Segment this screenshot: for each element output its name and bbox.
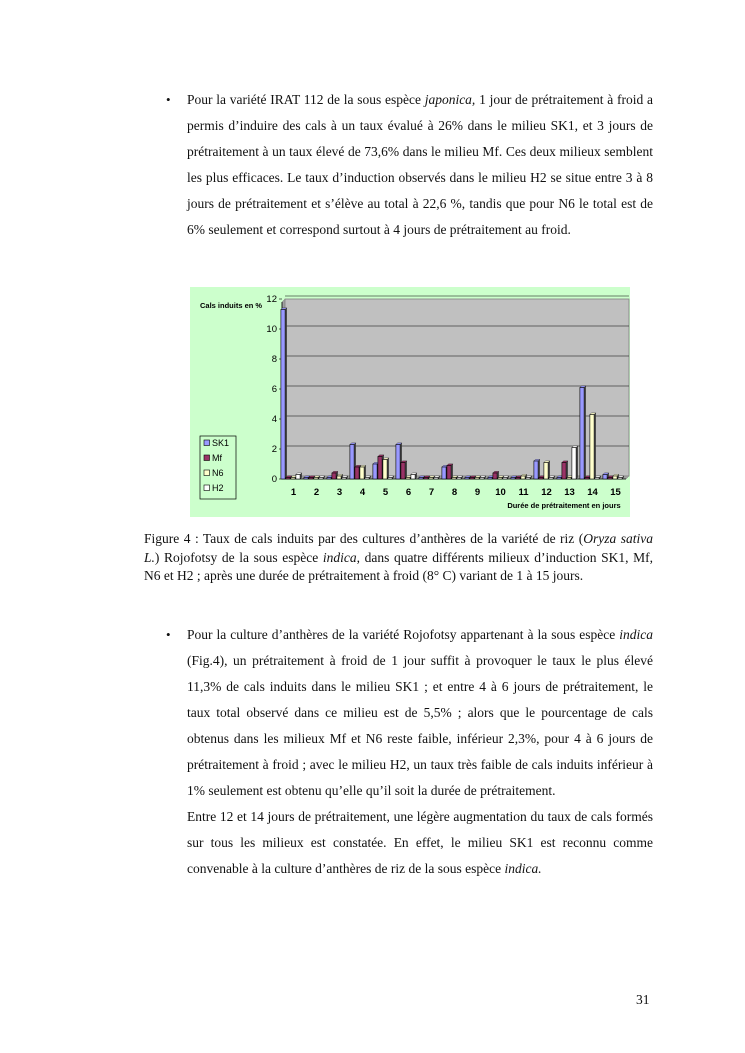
legend-label-mf: Mf (212, 453, 222, 463)
bar-n6-day-11 (521, 476, 525, 479)
bar-h2-day-10 (503, 478, 507, 480)
legend-label-h2: H2 (212, 483, 224, 493)
legend (200, 436, 236, 499)
bar-n6-day-5 (383, 460, 387, 480)
legend-label-n6: N6 (212, 468, 224, 478)
bar-mf-day-10 (493, 473, 497, 479)
bar-sk1-day-10 (488, 478, 492, 480)
y-tick-label: 12 (266, 294, 277, 305)
bar-sk1-day-6 (396, 445, 400, 480)
x-tick-label: 5 (382, 487, 389, 498)
legend-swatch-n6 (204, 470, 210, 476)
bar-h2-day-11 (526, 478, 530, 480)
bar-h2-day-9 (480, 478, 484, 480)
x-axis-label: Durée de prétraitement en jours (507, 501, 621, 510)
bar-mf-day-12 (539, 478, 543, 480)
bar-n6-day-6 (406, 478, 410, 480)
bar-sk1-day-14 (580, 388, 584, 480)
x-tick-label: 2 (313, 487, 320, 498)
bar-h2-day-3 (342, 478, 346, 480)
italic-term: indica (619, 627, 653, 642)
paragraph-japonica (187, 87, 653, 243)
bar-h2-day-12 (549, 478, 553, 480)
bar-sk1-day-8 (442, 467, 446, 479)
x-tick-label: 4 (359, 487, 366, 498)
bar-h2-day-14 (595, 478, 599, 480)
bar-h2-day-13 (572, 448, 576, 480)
bar-mf-day-1 (286, 478, 290, 480)
bar-n6-day-14 (590, 415, 594, 480)
text-run: Pour la culture d’anthères de la variété Rojofotsy appartenant à la sous espèce (187, 627, 620, 642)
bar-n6-day-9 (475, 478, 479, 480)
bar-sk1-day-1 (281, 310, 285, 480)
bar-n6-day-13 (567, 478, 571, 480)
italic-term: indica (322, 549, 357, 565)
bar-sk1-day-12 (534, 461, 538, 479)
bar-n6-day-15 (613, 476, 617, 479)
bar-mf-day-7 (424, 478, 428, 480)
bar-n6-day-3 (337, 476, 341, 479)
paragraph-indica (187, 622, 653, 882)
x-tick-label: 11 (518, 487, 529, 498)
bar-mf-day-11 (516, 478, 520, 480)
bar-mf-day-5 (378, 457, 382, 480)
caption-text: , dans quatre différents milieux d’induction SK1, Mf, N6 et H2 ; après une durée de prétraitement à froid (8° C) variant de 1 à 15 jours. (144, 549, 653, 583)
x-tick-label: 13 (564, 487, 575, 498)
legend-swatch-mf (204, 455, 210, 461)
text-run: Entre 12 et 14 jours de prétraitement, une légère augmentation du taux de cals formés sur tous les milieux est constatée. En effet, le milieu SK1 est reconnu comme convenable à la culture d’anthères de riz de la sous espèce (187, 809, 653, 876)
italic-term: indica. (504, 861, 542, 876)
bar-h2-day-1 (296, 475, 300, 480)
bar-sk1-day-7 (419, 478, 423, 480)
bar-mf-day-9 (470, 478, 474, 480)
x-tick-label: 12 (541, 487, 552, 498)
legend-swatch-sk1 (204, 440, 210, 446)
bar-h2-day-8 (457, 478, 461, 480)
bar-chart (190, 287, 630, 517)
legend-label-sk1: SK1 (212, 438, 230, 448)
caption-text: Figure 4 : Taux de cals induits par des cultures d’anthères de la variété de riz ( (144, 531, 584, 546)
bullet-marker: • (166, 92, 171, 107)
bar-h2-day-7 (434, 478, 438, 480)
x-tick-label: 6 (405, 487, 412, 498)
paragraph (187, 804, 653, 882)
bar-mf-day-2 (309, 478, 313, 480)
bar-sk1-day-2 (304, 478, 308, 480)
bar-n6-day-2 (314, 478, 318, 480)
bar-mf-day-8 (447, 466, 451, 480)
x-tick-label: 15 (610, 487, 621, 498)
bar-sk1-day-9 (465, 478, 469, 480)
bar-mf-day-15 (608, 478, 612, 480)
y-tick-label: 8 (271, 354, 277, 365)
bar-sk1-day-5 (373, 464, 377, 479)
bar-sk1-day-4 (350, 445, 354, 480)
y-tick-label: 6 (271, 384, 277, 395)
x-tick-label: 1 (290, 487, 297, 498)
bar-h2-day-6 (411, 475, 415, 480)
bullet-marker: • (166, 627, 171, 642)
bar-n6-day-7 (429, 478, 433, 480)
bar-n6-day-4 (360, 467, 364, 479)
legend-swatch-h2 (204, 485, 210, 491)
italic-term: japonica, (424, 92, 476, 107)
species-name: Oryza sativa L. (144, 531, 653, 565)
bar-mf-day-3 (332, 473, 336, 479)
x-tick-label: 10 (495, 487, 506, 498)
bar-sk1-day-13 (557, 478, 561, 480)
bar-mf-day-14 (585, 478, 589, 480)
bar-h2-day-5 (388, 478, 392, 480)
bar-mf-day-6 (401, 463, 405, 480)
x-tick-label: 7 (428, 487, 435, 498)
bar-mf-day-4 (355, 467, 359, 479)
x-tick-label: 14 (587, 487, 598, 498)
page-number: 31 (636, 992, 650, 1007)
y-axis-label: Cals induits en % (200, 301, 263, 310)
x-tick-label: 9 (474, 487, 481, 498)
figure-4-chart (190, 287, 630, 517)
bar-h2-day-15 (618, 478, 622, 480)
y-tick-label: 4 (271, 414, 277, 425)
bar-sk1-day-3 (327, 478, 331, 480)
x-tick-label: 3 (336, 487, 343, 498)
figure-caption (144, 530, 653, 586)
paragraph (187, 622, 653, 804)
y-tick-label: 10 (266, 324, 277, 335)
bar-sk1-day-15 (603, 475, 607, 480)
bar-h2-day-4 (365, 478, 369, 480)
bar-n6-day-8 (452, 478, 456, 480)
text-run: 1 jour de prétraitement à froid a permis d’induire des cals à un taux évalué à 26% dans le milieu SK1, et 3 jours de prétraitement à un taux élevé de 73,6% dans le milieu Mf. Ces deux milieux semblent les plus efficaces. Le taux d’induction observés dans le milieu H2 se situe entre 3 à 8 jours de prétraitement et s’élève au total à 22,6 %, tandis que pour N6 le total est de 6% seulement et correspond surtout à 4 jours de prétraitement au froid. (187, 92, 653, 237)
x-tick-label: 8 (451, 487, 458, 498)
bar-mf-day-13 (562, 463, 566, 480)
bar-h2-day-2 (319, 478, 323, 480)
text-run: (Fig.4), un prétraitement à froid de 1 jour suffit à provoquer le taux le plus élevé 11,3% de cals induits dans le milieu SK1 ; et entre 4 à 6 jours de prétraitement, le taux total observé dans ce milieu est de 5,5% ; alors que le pourcentage de cals obtenus dans les milieux Mf et N6 reste faible, inférieur 2,3%, pour 4 à 6 jours de prétraitement à froid ; avec le milieu H2, un taux très faible de cals induits inférieur à 1% seulement est obtenu qu’elle qu’il soit la durée de prétraitement. (187, 653, 653, 798)
bar-n6-day-10 (498, 478, 502, 480)
y-tick-label: 2 (271, 444, 277, 455)
bar-n6-day-1 (291, 478, 295, 480)
text-run: Pour la variété IRAT 112 de la sous espèce (187, 92, 425, 107)
y-tick-label: 0 (271, 474, 277, 485)
caption-text: ) Rojofotsy de la sous espèce (154, 549, 323, 565)
bar-n6-day-12 (544, 463, 548, 480)
bar-sk1-day-11 (511, 478, 515, 480)
